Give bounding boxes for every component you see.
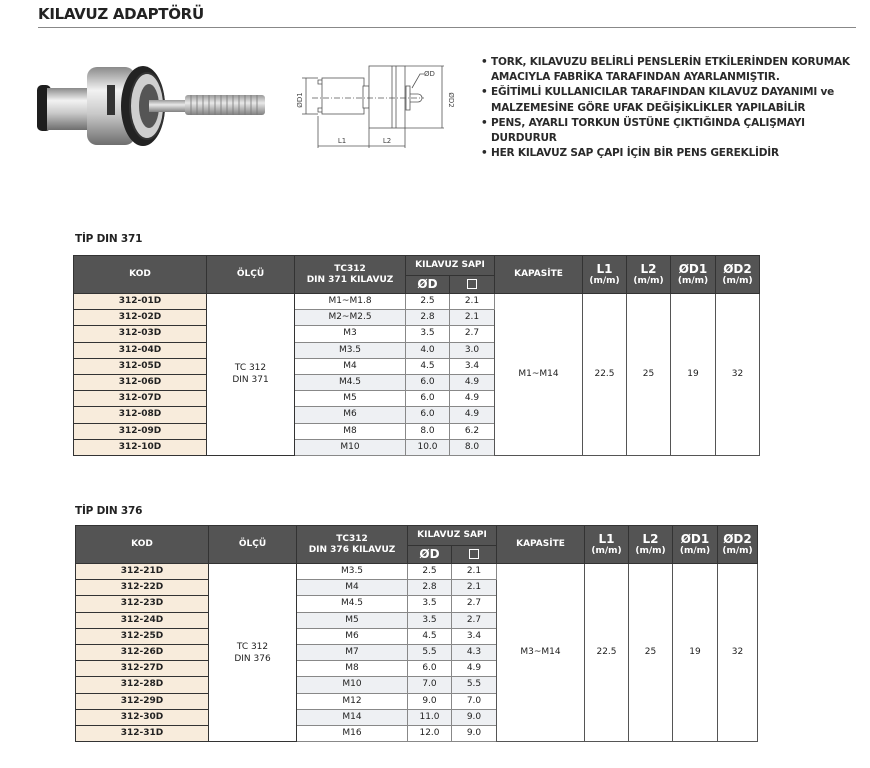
cell-olcu [207, 294, 295, 456]
square-icon [469, 549, 479, 559]
header-l1-label: L1 [596, 261, 613, 276]
cell-shank-diameter: 2.5 [406, 294, 450, 310]
cell-square-size: 4.9 [450, 407, 495, 423]
cell-square-size: 2.7 [452, 596, 497, 612]
notes-list [481, 55, 866, 161]
square-icon [467, 279, 477, 289]
cell-shank-diameter: 7.0 [408, 677, 452, 693]
cell-kod: 312-22D [76, 580, 209, 596]
cell-tap-size: M1~M1.8 [295, 294, 406, 310]
cell-square-size: 4.9 [450, 391, 495, 407]
d1-label: ØD1 [296, 92, 304, 108]
cell-tap-size: M8 [297, 661, 408, 677]
cell-tap-size: M8 [295, 423, 406, 439]
header-d1 [673, 526, 718, 564]
header-od: ØD [408, 546, 452, 564]
cell-shank-diameter: 8.0 [406, 423, 450, 439]
olcu-line1: TC 312 [236, 641, 269, 652]
cell-kod: 312-10D [74, 439, 207, 455]
l1-label: L1 [337, 137, 347, 145]
d-label: ØD [424, 70, 435, 78]
cell-square-size: 9.0 [452, 725, 497, 741]
cell-square-size: 3.4 [450, 358, 495, 374]
cell-kod: 312-21D [76, 564, 209, 580]
cell-shank-diameter: 6.0 [408, 661, 452, 677]
header-unit: (m/m) [591, 545, 622, 556]
section-title-din376: TİP DIN 376 [75, 505, 143, 517]
cell-shank-diameter: 5.5 [408, 644, 452, 660]
spec-table-din376 [75, 525, 758, 742]
olcu-line1: TC 312 [234, 363, 267, 374]
cell-shank-diameter: 3.5 [408, 596, 452, 612]
header-l2 [629, 526, 673, 564]
cell-kod: 312-25D [76, 628, 209, 644]
cell-tap-size: M7 [297, 644, 408, 660]
cell-shank-diameter: 2.5 [408, 564, 452, 580]
header-d2 [716, 256, 760, 294]
cell-tap-size: M6 [297, 628, 408, 644]
header-kilavuz-sapi: KILAVUZ SAPI [408, 526, 497, 546]
header-unit: (m/m) [635, 545, 666, 556]
header-tc312-line1: TC312 [334, 263, 366, 274]
header-l2 [627, 256, 671, 294]
cell-shank-diameter: 2.8 [408, 580, 452, 596]
cell-tap-size: M6 [295, 407, 406, 423]
cell-olcu [209, 564, 297, 742]
cell-square-size: 2.1 [452, 580, 497, 596]
header-l1 [585, 526, 629, 564]
cell-d1: 19 [671, 294, 716, 456]
cell-tap-size: M3.5 [295, 342, 406, 358]
cell-kod: 312-04D [74, 342, 207, 358]
cell-square-size: 2.1 [450, 294, 495, 310]
header-d1-label: ØD1 [680, 531, 710, 546]
cell-kod: 312-31D [76, 725, 209, 741]
cell-l1: 22.5 [585, 564, 629, 742]
page-title: KILAVUZ ADAPTÖRÜ [38, 5, 204, 23]
header-kilavuz-sapi: KILAVUZ SAPI [406, 256, 495, 276]
cell-tap-size: M5 [297, 612, 408, 628]
d2-label: ØD2 [447, 92, 455, 108]
cell-shank-diameter: 10.0 [406, 439, 450, 455]
cell-shank-diameter: 6.0 [406, 391, 450, 407]
cell-square-size: 4.3 [452, 644, 497, 660]
spec-table-din371 [73, 255, 760, 456]
l2-label: L2 [382, 137, 392, 145]
olcu-line2: DIN 376 [234, 653, 271, 664]
cell-square-size: 8.0 [450, 439, 495, 455]
cell-shank-diameter: 4.5 [406, 358, 450, 374]
header-tc312-line2: DIN 371 KILAVUZ [306, 274, 394, 285]
cell-tap-size: M4 [297, 580, 408, 596]
dimension-drawing [284, 58, 454, 158]
cell-square-size: 6.2 [450, 423, 495, 439]
cell-tap-size: M3.5 [297, 564, 408, 580]
cell-tap-size: M16 [297, 725, 408, 741]
cell-tap-size: M10 [297, 677, 408, 693]
header-tc312-line1: TC312 [336, 533, 368, 544]
cell-kod: 312-05D [74, 358, 207, 374]
header-d2-label: ØD2 [723, 531, 752, 546]
header-tc312 [297, 526, 408, 564]
cell-d2: 32 [718, 564, 758, 742]
header-l1 [583, 256, 627, 294]
cell-shank-diameter: 3.5 [406, 326, 450, 342]
cell-kod: 312-28D [76, 677, 209, 693]
cell-square-size: 4.9 [452, 661, 497, 677]
cell-shank-diameter: 3.5 [408, 612, 452, 628]
cell-shank-diameter: 6.0 [406, 407, 450, 423]
cell-square-size: 3.0 [450, 342, 495, 358]
cell-kod: 312-09D [74, 423, 207, 439]
note-item: • PENS, AYARLI TORKUN ÜSTÜNE ÇIKTIĞINDA ÇALIŞMAYI DURDURUR [481, 116, 866, 146]
cell-square-size: 2.1 [450, 310, 495, 326]
header-kod: KOD [76, 526, 209, 564]
header-kod: KOD [74, 256, 207, 294]
cell-tap-size: M12 [297, 693, 408, 709]
header-unit: (m/m) [677, 275, 709, 286]
header-square [450, 276, 495, 294]
header-square [452, 546, 497, 564]
header-d2-label: ØD2 [723, 261, 752, 276]
cell-shank-diameter: 9.0 [408, 693, 452, 709]
note-item: • HER KILAVUZ SAP ÇAPI İÇİN BİR PENS GEREKLİDİR [481, 146, 866, 161]
cell-kod: 312-08D [74, 407, 207, 423]
cell-square-size: 3.4 [452, 628, 497, 644]
cell-tap-size: M3 [295, 326, 406, 342]
cell-shank-diameter: 6.0 [406, 374, 450, 390]
note-item: • EĞİTİMLİ KULLANICILAR TARAFINDAN KILAVUZ DAYANIMI ve MALZEMESİNE GÖRE UFAK DEĞİŞİKLİKLER YAPILABİLİR [481, 85, 866, 115]
header-kapasite: KAPASİTE [497, 526, 585, 564]
cell-square-size: 2.7 [450, 326, 495, 342]
cell-kod: 312-23D [76, 596, 209, 612]
header-tc312-line2: DIN 376 KILAVUZ [308, 544, 396, 555]
cell-shank-diameter: 12.0 [408, 725, 452, 741]
cell-kapasite: M1~M14 [495, 294, 583, 456]
table-row [74, 294, 760, 310]
cell-kod: 312-03D [74, 326, 207, 342]
header-unit: (m/m) [589, 275, 620, 286]
note-item: • TORK, KILAVUZU BELİRLİ PENSLERİN ETKİLERİNDEN KORUMAK AMACIYLA FABRİKA TARAFINDAN AYARLANMIŞTIR. [481, 55, 866, 85]
cell-kod: 312-02D [74, 310, 207, 326]
cell-l1: 22.5 [583, 294, 627, 456]
header-od: ØD [406, 276, 450, 294]
cell-kod: 312-01D [74, 294, 207, 310]
cell-kod: 312-07D [74, 391, 207, 407]
cell-tap-size: M2~M2.5 [295, 310, 406, 326]
cell-square-size: 5.5 [452, 677, 497, 693]
header-tc312 [295, 256, 406, 294]
header-unit: (m/m) [679, 545, 711, 556]
cell-d1: 19 [673, 564, 718, 742]
cell-square-size: 2.7 [452, 612, 497, 628]
cell-kod: 312-26D [76, 644, 209, 660]
header-unit: (m/m) [633, 275, 664, 286]
cell-tap-size: M4 [295, 358, 406, 374]
header-unit: (m/m) [722, 545, 753, 556]
cell-square-size: 2.1 [452, 564, 497, 580]
tap-adapter-photo [25, 55, 275, 155]
cell-tap-size: M10 [295, 439, 406, 455]
cell-shank-diameter: 11.0 [408, 709, 452, 725]
cell-tap-size: M14 [297, 709, 408, 725]
cell-square-size: 9.0 [452, 709, 497, 725]
olcu-line2: DIN 371 [232, 375, 269, 386]
header-kapasite: KAPASİTE [495, 256, 583, 294]
header-olcu: ÖLÇÜ [209, 526, 297, 564]
cell-tap-size: M4.5 [297, 596, 408, 612]
header-unit: (m/m) [722, 275, 753, 286]
cell-l2: 25 [629, 564, 673, 742]
header-l1-label: L1 [598, 531, 615, 546]
header-l2-label: L2 [640, 261, 657, 276]
header-d2 [718, 526, 758, 564]
cell-shank-diameter: 2.8 [406, 310, 450, 326]
cell-l2: 25 [627, 294, 671, 456]
table-row [76, 564, 758, 580]
header-l2-label: L2 [642, 531, 659, 546]
title-divider [38, 27, 856, 28]
cell-kod: 312-24D [76, 612, 209, 628]
cell-kod: 312-29D [76, 693, 209, 709]
cell-shank-diameter: 4.0 [406, 342, 450, 358]
header-d1 [671, 256, 716, 294]
section-title-din371: TİP DIN 371 [75, 233, 143, 245]
cell-kod: 312-06D [74, 374, 207, 390]
cell-d2: 32 [716, 294, 760, 456]
cell-kod: 312-30D [76, 709, 209, 725]
cell-kapasite: M3~M14 [497, 564, 585, 742]
cell-shank-diameter: 4.5 [408, 628, 452, 644]
cell-square-size: 7.0 [452, 693, 497, 709]
cell-tap-size: M4.5 [295, 374, 406, 390]
cell-tap-size: M5 [295, 391, 406, 407]
cell-kod: 312-27D [76, 661, 209, 677]
header-d1-label: ØD1 [678, 261, 708, 276]
cell-square-size: 4.9 [450, 374, 495, 390]
header-olcu: ÖLÇÜ [207, 256, 295, 294]
